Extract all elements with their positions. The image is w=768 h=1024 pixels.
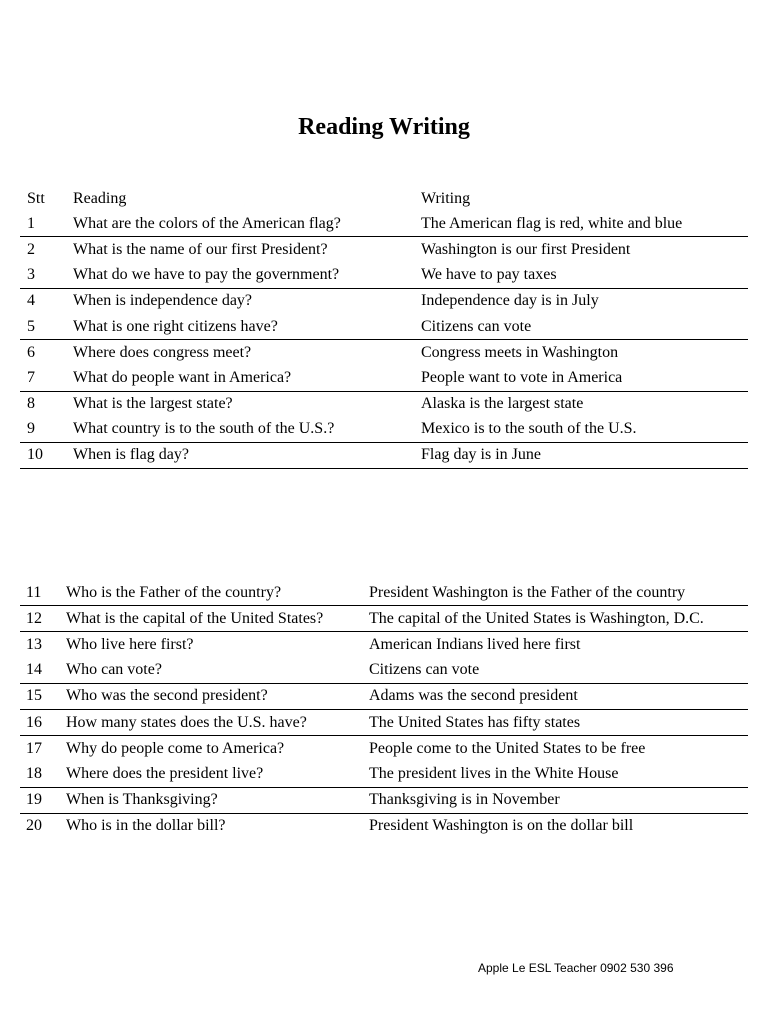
reading-question: Where does congress meet? — [73, 343, 252, 361]
table-row — [20, 288, 748, 314]
table-row — [20, 391, 748, 417]
page-title: Reading Writing — [298, 114, 470, 140]
reading-question: What is one right citizens have? — [73, 314, 421, 340]
reading-question: Why do people come to America? — [66, 739, 285, 757]
row-number: 7 — [20, 365, 73, 391]
reading-question: What is the capital of the United States? — [66, 606, 369, 632]
writing-answer: Flag day is in June — [421, 442, 748, 468]
reading-question: When is independence day? — [73, 292, 253, 310]
header-stt: Stt — [27, 189, 45, 207]
row-number: 2 — [27, 240, 35, 258]
row-number: 11 — [20, 580, 66, 606]
writing-answer: People come to the United States to be free — [369, 739, 646, 757]
table-row — [20, 683, 748, 709]
table-row — [20, 211, 748, 237]
reading-question: Who was the second president? — [66, 683, 369, 709]
table-row — [20, 365, 748, 391]
reading-question: What country is to the south of the U.S.? — [73, 417, 421, 443]
writing-answer: The United States has fifty states — [369, 709, 748, 735]
reading-question: Who live here first? — [66, 635, 194, 653]
row-number: 14 — [20, 658, 66, 684]
row-number: 18 — [20, 761, 66, 787]
row-number: 5 — [20, 314, 73, 340]
writing-answer: Congress meets in Washington — [421, 343, 619, 361]
reading-question: What is the name of our first President? — [73, 240, 328, 258]
row-number: 1 — [20, 211, 73, 237]
writing-answer: Citizens can vote — [369, 658, 748, 684]
writing-answer: American Indians lived here first — [369, 635, 581, 653]
reading-question: What do people want in America? — [73, 365, 421, 391]
writing-answer: Citizens can vote — [421, 314, 748, 340]
reading-question: What do we have to pay the government? — [73, 263, 421, 289]
table-row — [20, 658, 748, 684]
table-row — [20, 632, 748, 658]
writing-answer: Independence day is in July — [421, 292, 599, 310]
writing-answer: Washington is our first President — [421, 240, 631, 258]
writing-answer: The capital of the United States is Washington, D.C. — [369, 606, 748, 632]
row-number: 9 — [20, 417, 73, 443]
header-reading: Reading — [73, 189, 127, 207]
reading-writing-table-2 — [20, 580, 748, 839]
reading-question: How many states does the U.S. have? — [66, 709, 369, 735]
reading-question: Who can vote? — [66, 658, 369, 684]
table-row — [20, 787, 748, 813]
header-writing: Writing — [421, 189, 471, 207]
reading-question: Who is the Father of the country? — [66, 580, 369, 606]
table-row — [20, 442, 748, 468]
writing-answer: Adams was the second president — [369, 683, 748, 709]
row-number: 8 — [27, 395, 35, 413]
reading-question: When is Thanksgiving? — [66, 787, 369, 813]
table-row — [20, 237, 748, 263]
table-row — [20, 580, 748, 606]
table-row — [20, 813, 748, 839]
writing-answer: Alaska is the largest state — [421, 395, 584, 413]
writing-answer: People want to vote in America — [421, 365, 748, 391]
writing-answer: The American flag is red, white and blue — [421, 211, 748, 237]
row-number: 16 — [20, 709, 66, 735]
writing-answer: We have to pay taxes — [421, 263, 748, 289]
writing-answer: Mexico is to the south of the U.S. — [421, 417, 748, 443]
table-row — [20, 263, 748, 289]
writing-answer: President Washington is on the dollar bill — [369, 817, 634, 835]
row-number: 3 — [20, 263, 73, 289]
row-number: 20 — [26, 817, 42, 835]
row-number: 17 — [26, 739, 42, 757]
reading-question: Who is in the dollar bill? — [66, 817, 226, 835]
table-row — [20, 736, 748, 762]
footer-teacher-contact: Apple Le ESL Teacher 0902 530 396 — [478, 961, 674, 975]
table-row — [20, 761, 748, 787]
reading-writing-table-1 — [20, 186, 748, 469]
row-number: 12 — [20, 606, 66, 632]
table-header-row — [20, 186, 748, 211]
writing-answer: President Washington is the Father of the country — [369, 580, 748, 606]
row-number: 4 — [27, 292, 35, 310]
row-number: 10 — [20, 442, 73, 468]
writing-answer: Thanksgiving is in November — [369, 787, 748, 813]
reading-question: When is flag day? — [73, 442, 421, 468]
table-row — [20, 340, 748, 366]
row-number: 13 — [26, 635, 42, 653]
reading-question: Where does the president live? — [66, 761, 369, 787]
writing-answer: The president lives in the White House — [369, 761, 748, 787]
row-number: 19 — [20, 787, 66, 813]
table-row — [20, 606, 748, 632]
row-number: 15 — [20, 683, 66, 709]
reading-question: What is the largest state? — [73, 395, 233, 413]
row-number: 6 — [27, 343, 35, 361]
reading-question: What are the colors of the American flag? — [73, 211, 421, 237]
table-row — [20, 417, 748, 443]
table-row — [20, 314, 748, 340]
table-row — [20, 709, 748, 735]
